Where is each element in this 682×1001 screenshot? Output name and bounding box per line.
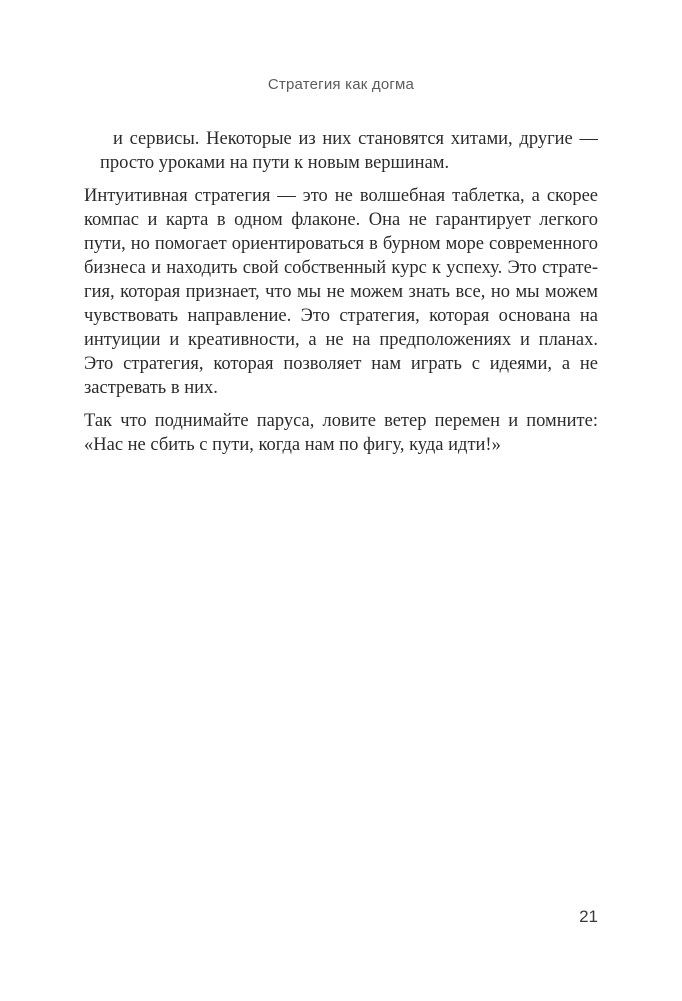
text-line: интуиции и креативности, а не на предположениях и планах.: [84, 330, 598, 350]
text-body: [84, 127, 598, 466]
text-line: бизнеса и находить свой собственный курс к успеху. Это страте-: [84, 258, 598, 278]
text-line: Интуитивная стратегия — это не волшебная таблетка, а скорее: [84, 186, 598, 206]
page-number: 21: [579, 907, 598, 926]
text-line: гия, которая признает, что мы не можем знать все, но мы можем: [84, 282, 598, 302]
text-line: и сервисы. Некоторые из них становятся хитами, другие —: [113, 129, 598, 149]
running-header: Стратегия как догма: [267, 76, 415, 93]
paragraph: [84, 409, 598, 457]
paragraph: [100, 127, 598, 175]
text-line: просто уроками на пути к новым вершинам.: [100, 153, 450, 173]
text-line: Так что поднимайте паруса, ловите ветер перемен и помните:: [84, 411, 598, 431]
text-line: чувствовать направление. Это стратегия, которая основана на: [84, 306, 598, 326]
text-line: «Нас не сбить с пути, когда нам по фигу, куда идти!»: [84, 435, 501, 455]
text-line: Это стратегия, которая позволяет нам играть с идеями, а не: [84, 354, 598, 374]
text-line: компас и карта в одном флаконе. Она не гарантирует легкого: [84, 210, 598, 230]
paragraph: [84, 184, 598, 400]
text-line: пути, но помогает ориентироваться в бурном море современного: [84, 234, 598, 254]
text-line: застревать в них.: [84, 378, 218, 398]
